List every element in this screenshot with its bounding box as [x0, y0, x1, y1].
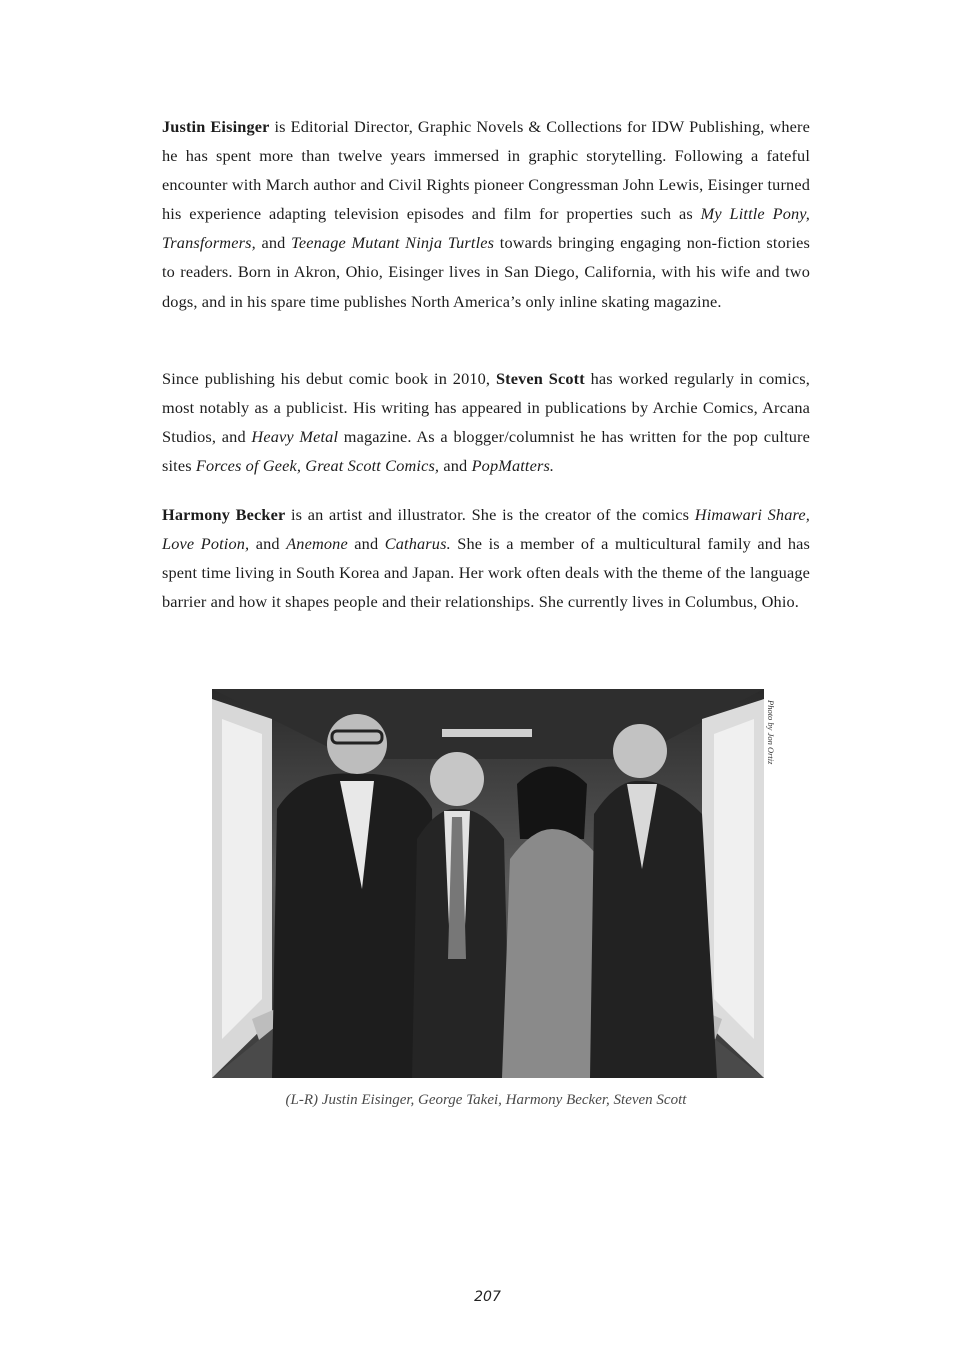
- bio-justin-eisinger: [162, 112, 810, 316]
- bio-text: and: [439, 456, 472, 476]
- bio-name: Justin Eisinger: [162, 117, 270, 136]
- photo-caption: (L-R) Justin Eisinger, George Takei, Harmony Becker, Steven Scott: [285, 1092, 687, 1108]
- bio-work-title: Anemone: [286, 534, 348, 554]
- bio-work-title: Catharus.: [384, 534, 451, 554]
- bio-work-title: My Little Pony, Transformers,: [162, 204, 810, 253]
- bio-text: is an artist and illustrator. She is the creator of the comics: [285, 505, 695, 524]
- bio-text: is Editorial Director, Graphic Novels & Collections for IDW Publishing, where he has spent more than twelve years immersed in graphic storytelling. Following a fateful encounter with March author and Civil Rights pioneer Congressman John Lewis, Eisinger turned his experience adapting television episodes and film for properties such as: [162, 117, 810, 224]
- bio-work-title: PopMatters.: [471, 456, 555, 476]
- bio-work-title: Teenage Mutant Ninja Turtles: [291, 233, 495, 253]
- bio-text: magazine. As a blogger/columnist he has written for the pop culture sites: [162, 427, 810, 476]
- bio-work-title: Heavy Metal: [251, 427, 339, 447]
- photo-credit: Photo by Jon Ortiz: [766, 700, 776, 765]
- bio-name: Harmony Becker: [162, 505, 286, 524]
- bio-text: and: [255, 233, 292, 253]
- bio-text: has worked regularly in comics, most notably as a publicist. His writing has appeared in publications by Archie Comics, Arcana Studios, and: [162, 369, 810, 447]
- bio-name: Steven Scott: [495, 369, 585, 388]
- bio-harmony-becker: [162, 500, 810, 616]
- page-number: 207: [474, 1289, 501, 1305]
- bio-text: and: [347, 534, 385, 554]
- group-photo-illustration: [212, 689, 764, 1078]
- bio-text: towards bringing engaging non-fiction stories to readers. Born in Akron, Ohio, Eisinger lives in San Diego, California, with his wife and two dogs, and in his spare time publishes North America’s only inline skating magazine.: [162, 233, 810, 311]
- bio-text: and: [249, 534, 287, 554]
- bio-work-title: Himawari Share, Love Potion,: [162, 505, 810, 554]
- bio-work-title: Forces of Geek, Great Scott Comics,: [195, 456, 440, 476]
- bio-text: Since publishing his debut comic book in 2010,: [162, 369, 496, 388]
- bio-steven-scott: [162, 364, 810, 480]
- group-photo: [212, 689, 764, 1078]
- bio-text: She is a member of a multicultural family and has spent time living in South Korea and Japan. Her work often deals with the theme of the language barrier and how it shapes people and their relationships. She currently lives in Columbus, Ohio.: [162, 534, 811, 612]
